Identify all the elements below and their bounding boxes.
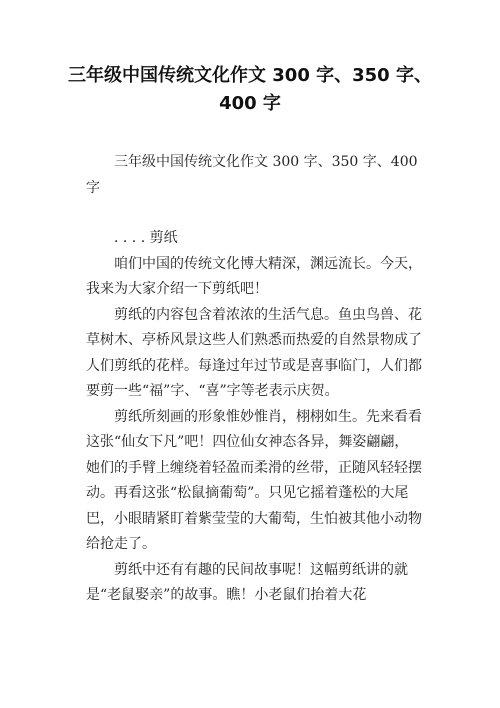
document-title: 三年级中国传统文化作文 300 字、350 字、400 字 <box>68 65 432 114</box>
section-heading: . . . . 剪纸 <box>114 230 178 246</box>
paragraph-4: 剪纸中还有有趣的民间故事呢！这幅剪纸讲的就是“老鼠娶亲”的故事。瞧！小老鼠们抬着大花 <box>86 561 408 603</box>
spacer <box>86 201 422 226</box>
paragraph-1: 咱们中国的传统文化博大精深，渊远流长。今天，我来为大家介绍一下剪纸吧！ <box>86 255 422 297</box>
document-body <box>86 150 422 609</box>
document-subtitle: 三年级中国传统文化作文 300 字、350 字、400 字 <box>86 154 418 196</box>
paragraph-2: 剪纸的内容包含着浓浓的生活气息。鱼虫鸟兽、花草树木、亭桥风景这些人们熟悉而热爱的自然景物成了人们剪纸的花样。每逢过年过节或是喜事临门，人们都要剪一些“福”字、“喜”字等老表示庆贺。 <box>86 306 422 399</box>
paragraph-3: 剪纸所刻画的形象惟妙惟肖，栩栩如生。先来看看这张“仙女下凡”吧！四位仙女神态各异，舞姿翩翩，她们的手臂上缠绕着轻盈而柔滑的丝带，正随风轻轻摆动。再看这张“松鼠摘葡萄”。只见它摇着蓬松的大尾巴，小眼睛紧盯着紫莹莹的大葡萄，生怕被其他小动物给抢走了。 <box>86 408 422 552</box>
